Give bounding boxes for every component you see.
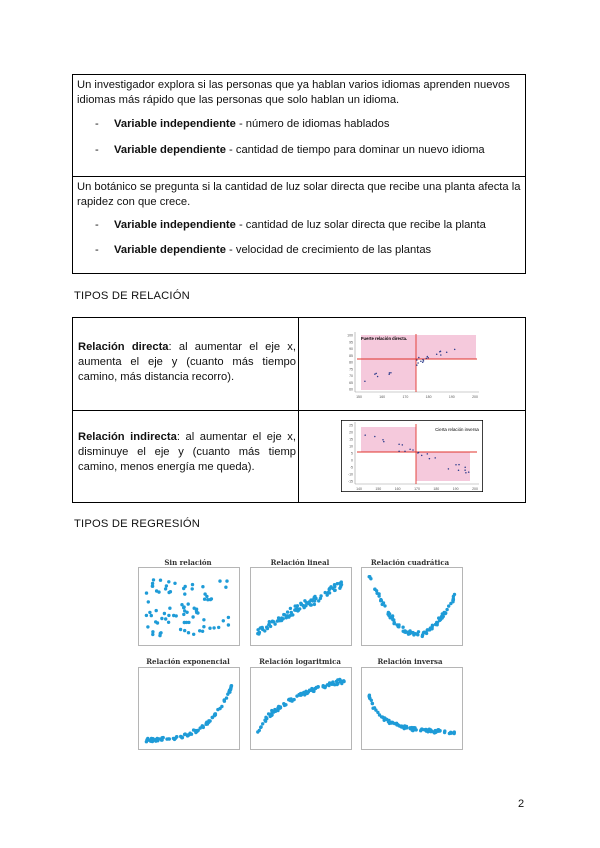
scatter-point	[265, 626, 268, 629]
scatter-point	[191, 587, 194, 590]
relation-text: : al aumentar el eje x, aumenta el eje y (cuanto más tiempo camino, más distancia recorro).	[78, 341, 296, 383]
scatter-point	[377, 594, 380, 597]
scatter-point	[183, 592, 186, 595]
scatter-point	[269, 714, 272, 717]
scatter-point	[174, 737, 177, 740]
scatter-point	[312, 690, 315, 693]
scatter-point	[423, 631, 426, 634]
scatter-point	[159, 579, 162, 582]
scatter-point	[398, 451, 400, 453]
scatter-point	[364, 434, 366, 436]
scatter-point	[458, 469, 460, 471]
scatter-point	[423, 728, 426, 731]
scatter-point	[227, 616, 230, 619]
independent-variable-item	[95, 117, 389, 131]
scatter-point	[286, 610, 289, 613]
scatter-point	[202, 625, 205, 628]
x-tick-label: 200	[472, 395, 478, 399]
x-tick-label: 180	[425, 395, 432, 399]
x-tick-label: 190	[452, 487, 459, 491]
scatter-point	[261, 722, 264, 725]
exponential-relation-scatter	[138, 667, 240, 750]
scatter-point	[147, 600, 150, 603]
scatter-point	[407, 630, 410, 633]
scatter-point	[458, 464, 460, 466]
scatter-point	[145, 614, 148, 617]
scatter-point	[258, 729, 261, 732]
scatter-point	[191, 583, 194, 586]
scatter-point	[310, 603, 313, 606]
scatter-point	[225, 579, 228, 582]
scatter-point	[205, 595, 208, 598]
scatter-point	[427, 356, 429, 358]
scatter-point	[230, 684, 233, 687]
scatter-point	[299, 692, 302, 695]
x-tick-label: 200	[472, 487, 478, 491]
scatter-point	[322, 684, 325, 687]
scatter-point	[282, 702, 285, 705]
scatter-point	[377, 376, 379, 378]
scatter-point	[387, 720, 390, 723]
thumb-title: Relación exponencial	[146, 657, 230, 666]
scatter-point	[436, 623, 439, 626]
bullet-dash: -	[95, 219, 99, 231]
scatter-point	[375, 589, 378, 592]
scatter-point	[257, 632, 260, 635]
scatter-point	[324, 591, 327, 594]
y-tick-label: 80	[349, 360, 353, 365]
scatter-point	[264, 716, 267, 719]
scatter-point	[446, 351, 448, 353]
scatter-point	[173, 582, 176, 585]
scatter-point	[421, 635, 424, 638]
bullet-dash: -	[95, 244, 99, 256]
dependent-value: - cantidad de tiempo para dominar un nuevo idioma	[225, 144, 485, 156]
page-number: 2	[518, 798, 525, 810]
scatter-point	[167, 580, 170, 583]
scatter-point	[429, 458, 431, 460]
scatter-point	[440, 354, 442, 356]
scatter-point	[184, 585, 187, 588]
no-relation-scatter	[138, 567, 240, 646]
scatter-point	[381, 603, 384, 606]
y-tick-label: 5	[351, 451, 353, 456]
relation-row-indirect	[73, 410, 525, 502]
dependent-label: Variable dependiente	[114, 244, 226, 256]
chart-label: Fuerte relación directa.	[361, 336, 408, 341]
scatter-point	[440, 351, 442, 353]
scatter-point	[403, 629, 406, 632]
scatter-point	[418, 357, 420, 359]
independent-label: Variable independiente	[114, 219, 236, 231]
scatter-point	[151, 630, 154, 633]
scatter-point	[391, 615, 394, 618]
relation-description	[78, 430, 296, 475]
scatter-point	[327, 591, 330, 594]
example-cell-2	[73, 176, 525, 273]
scatter-point	[279, 706, 282, 709]
example-cell-1	[73, 75, 525, 177]
y-tick-label: 20	[349, 430, 353, 435]
scatter-point	[328, 587, 331, 590]
scatter-point	[314, 687, 317, 690]
scatter-point	[293, 608, 296, 611]
scatter-point	[305, 601, 308, 604]
scatter-point	[304, 691, 307, 694]
scatter-point	[368, 575, 371, 578]
independent-label: Variable independiente	[114, 118, 236, 130]
scatter-point	[185, 611, 188, 614]
relation-description	[78, 340, 296, 385]
scatter-point	[429, 730, 432, 733]
scatter-point	[271, 620, 274, 623]
scatter-point	[375, 373, 377, 375]
x-tick-label: 170	[402, 395, 409, 399]
inverse-relation-scatter	[361, 667, 463, 750]
scatter-point	[151, 584, 154, 587]
scatter-point	[190, 733, 193, 736]
scatter-point	[438, 619, 441, 622]
scatter-point	[447, 604, 450, 607]
scatter-point	[172, 614, 175, 617]
scatter-point	[185, 621, 188, 624]
scatter-point	[183, 629, 186, 632]
y-tick-label: 65	[349, 380, 353, 385]
scatter-point	[160, 617, 163, 620]
scatter-point	[187, 733, 190, 736]
relation-text: : al aumentar el eje x, disminuye el eje y (cuanto más tiemp camino, menos energía me queda).	[78, 431, 296, 473]
scatter-point	[201, 725, 204, 728]
relation-types-heading: TIPOS DE RELACIÓN	[74, 290, 190, 302]
scatter-point	[448, 468, 450, 470]
scatter-point	[282, 613, 285, 616]
scatter-point	[403, 725, 406, 728]
y-tick-label: 75	[349, 367, 353, 372]
scatter-point	[427, 357, 429, 359]
scatter-point	[222, 619, 225, 622]
scatter-point	[330, 683, 333, 686]
relation-table	[72, 317, 526, 503]
scatter-point	[397, 623, 400, 626]
scatter-point	[464, 467, 466, 469]
scatter-point	[338, 587, 341, 590]
scatter-point	[182, 606, 185, 609]
scatter-point	[468, 471, 470, 473]
scatter-point	[146, 625, 149, 628]
scatter-point	[342, 680, 345, 683]
x-tick-label: 140	[356, 487, 362, 491]
scatter-point	[278, 619, 281, 622]
scatter-point	[449, 602, 452, 605]
scatter-point	[227, 623, 230, 626]
scatter-point	[453, 593, 456, 596]
scatter-point	[160, 736, 163, 739]
y-tick-label: 85	[349, 353, 353, 358]
scatter-point	[206, 598, 209, 601]
scatter-point	[434, 457, 436, 459]
scatter-point	[229, 687, 232, 690]
quadrant-shade	[416, 335, 476, 359]
scatter-point	[415, 728, 418, 731]
scatter-point	[455, 464, 457, 466]
scatter-point	[427, 453, 429, 455]
linear-relation-scatter	[250, 567, 352, 646]
scatter-point	[465, 472, 467, 474]
regression-types-heading: TIPOS DE REGRESIÓN	[74, 518, 201, 530]
scatter-point	[289, 607, 292, 610]
thumb-title: Relación inversa	[377, 657, 443, 666]
scatter-point	[423, 360, 425, 362]
scatter-point	[201, 630, 204, 633]
scatter-point	[402, 444, 404, 446]
example-question: Un investigador explora si las personas que ya hablan varios idiomas aprenden nuevos idiomas más rápido que las personas que solo hablan un idioma.	[77, 79, 510, 106]
scatter-point	[374, 708, 377, 711]
scatter-point	[180, 603, 183, 606]
scatter-point	[390, 372, 392, 374]
scatter-point	[387, 612, 390, 615]
scatter-point	[382, 439, 384, 441]
y-tick-label: -5	[349, 465, 353, 470]
scatter-point	[195, 608, 198, 611]
scatter-point	[164, 617, 167, 620]
scatter-point	[202, 618, 205, 621]
scatter-point	[412, 728, 415, 731]
scatter-point	[297, 609, 300, 612]
x-tick-label: 170	[414, 487, 420, 491]
scatter-point	[223, 699, 226, 702]
dependent-label: Variable dependiente	[114, 144, 226, 156]
scatter-point	[152, 578, 155, 581]
scatter-point	[167, 614, 170, 617]
scatter-point	[191, 615, 194, 618]
scatter-point	[214, 712, 217, 715]
scatter-point	[155, 609, 158, 612]
x-tick-label: 150	[356, 395, 362, 399]
scatter-point	[263, 719, 266, 722]
scatter-point	[426, 358, 428, 360]
scatter-point	[443, 729, 446, 732]
scatter-point	[383, 716, 386, 719]
scatter-point	[404, 451, 406, 453]
scatter-point	[289, 697, 292, 700]
x-tick-label: 190	[448, 395, 455, 399]
scatter-point	[388, 374, 390, 376]
scatter-point	[211, 716, 214, 719]
scatter-point	[276, 709, 279, 712]
scatter-point	[192, 633, 195, 636]
scatter-point	[208, 627, 211, 630]
thumb-title: Relación cuadrática	[370, 558, 450, 567]
scatter-point	[422, 359, 424, 361]
scatter-point	[183, 733, 186, 736]
scatter-point	[436, 353, 438, 355]
scatter-point	[416, 364, 418, 366]
dependent-variable-item	[95, 243, 431, 257]
scatter-point	[218, 707, 221, 710]
x-tick-label: 160	[394, 487, 401, 491]
scatter-point	[156, 621, 159, 624]
scatter-point	[155, 589, 158, 592]
scatter-point	[454, 349, 456, 351]
thumb-title: Sin relación	[164, 558, 212, 567]
scatter-point	[259, 725, 262, 728]
scatter-point	[431, 624, 434, 627]
scatter-point	[164, 587, 167, 590]
relation-term: Relación directa	[78, 341, 169, 353]
scatter-point	[380, 599, 383, 602]
y-tick-label: 90	[349, 347, 353, 351]
scatter-point	[416, 359, 418, 361]
scatter-point	[163, 612, 166, 615]
scatter-point	[326, 683, 329, 686]
chart-label: Cierta relación inversa	[435, 427, 479, 432]
scatter-point	[263, 629, 266, 632]
example-question: Un botánico se pregunta si la cantidad de luz solar directa que recibe una planta afecta la rapidez con que crece.	[77, 181, 521, 208]
y-tick-label: 95	[349, 340, 353, 345]
scatter-point	[417, 452, 419, 454]
inverse-relation-chart	[341, 420, 483, 492]
scatter-point	[383, 441, 385, 443]
scatter-point	[389, 372, 391, 374]
quadrant-shade	[361, 427, 416, 452]
scatter-point	[401, 626, 404, 629]
scatter-point	[287, 615, 290, 618]
dependent-value: - velocidad de crecimiento de las plantas	[225, 244, 432, 256]
scatter-point	[444, 611, 447, 614]
scatter-point	[445, 608, 448, 611]
x-tick-label: 160	[379, 395, 386, 399]
scatter-point	[282, 617, 285, 620]
y-tick-label: 0	[351, 458, 353, 463]
y-tick-label: 15	[349, 437, 353, 442]
scatter-point	[436, 728, 439, 731]
independent-variable-item	[95, 218, 486, 232]
bullet-dash: -	[95, 118, 99, 130]
scatter-point	[314, 597, 317, 600]
scatter-point	[452, 731, 455, 734]
y-tick-label: 60	[349, 387, 353, 392]
quadrant-shade	[416, 452, 470, 481]
quadratic-relation-scatter	[361, 567, 463, 646]
scatter-point	[317, 599, 320, 602]
scatter-point	[168, 607, 171, 610]
thumb-title: Relación lineal	[270, 558, 330, 567]
scatter-point	[290, 611, 293, 614]
scatter-point	[313, 603, 316, 606]
scatter-point	[167, 737, 170, 740]
scatter-point	[371, 702, 374, 705]
scatter-point	[158, 634, 161, 637]
y-tick-label: -15	[347, 479, 353, 484]
scatter-point	[180, 736, 183, 739]
scatter-point	[339, 680, 342, 683]
scatter-point	[409, 448, 411, 450]
scatter-point	[148, 611, 151, 614]
scatter-point	[260, 626, 263, 629]
scatter-point	[295, 694, 298, 697]
scatter-point	[212, 626, 215, 629]
logarithmic-relation-scatter	[250, 667, 352, 750]
bullet-dash: -	[95, 144, 99, 156]
relation-row-direct	[73, 318, 525, 411]
scatter-point	[182, 613, 185, 616]
scatter-point	[441, 612, 444, 615]
scatter-point	[368, 697, 371, 700]
scatter-point	[391, 721, 394, 724]
scatter-point	[194, 731, 197, 734]
scatter-point	[165, 584, 168, 587]
relation-term: Relación indirecta	[78, 431, 177, 443]
y-tick-label: -10	[347, 472, 353, 477]
scatter-point	[167, 621, 170, 624]
independent-value: - número de idiomas hablados	[235, 118, 390, 130]
scatter-point	[395, 723, 398, 726]
scatter-point	[154, 738, 157, 741]
independent-value: - cantidad de luz solar directa que recibe la planta	[235, 219, 486, 231]
scatter-point	[420, 361, 422, 363]
scatter-point	[412, 449, 414, 451]
scatter-point	[201, 585, 204, 588]
scatter-point	[187, 631, 190, 634]
scatter-point	[421, 455, 423, 457]
scatter-point	[198, 629, 201, 632]
scatter-point	[187, 602, 190, 605]
y-tick-label: 100	[347, 333, 353, 338]
examples-box	[72, 74, 526, 274]
scatter-point	[145, 591, 148, 594]
scatter-point	[294, 604, 297, 607]
y-tick-label: 25	[349, 423, 353, 428]
scatter-point	[417, 362, 419, 364]
scatter-point	[206, 722, 209, 725]
scatter-point	[269, 625, 272, 628]
scatter-point	[150, 614, 153, 617]
y-tick-label: 10	[349, 444, 353, 449]
scatter-point	[464, 469, 466, 471]
scatter-point	[393, 621, 396, 624]
scatter-point	[441, 616, 444, 619]
scatter-point	[217, 626, 220, 629]
dependent-variable-item	[95, 143, 485, 157]
scatter-point	[218, 579, 221, 582]
scatter-point	[448, 732, 451, 735]
scatter-point	[145, 738, 148, 741]
scatter-point	[422, 361, 424, 363]
scatter-point	[340, 583, 343, 586]
scatter-point	[179, 628, 182, 631]
scatter-point	[224, 586, 227, 589]
scatter-point	[426, 628, 429, 631]
scatter-point	[300, 602, 303, 605]
x-tick-label: 150	[375, 487, 382, 491]
scatter-point	[203, 598, 206, 601]
scatter-point	[374, 373, 376, 375]
scatter-point	[167, 591, 170, 594]
y-tick-label: 70	[349, 374, 353, 378]
thumb-title: Relación logaritmica	[259, 657, 341, 666]
scatter-point	[398, 443, 400, 445]
direct-relation-chart	[341, 330, 483, 400]
scatter-point	[414, 632, 417, 635]
scatter-point	[364, 380, 366, 382]
scatter-point	[311, 599, 314, 602]
x-tick-label: 180	[433, 487, 440, 491]
scatter-point	[374, 436, 376, 438]
